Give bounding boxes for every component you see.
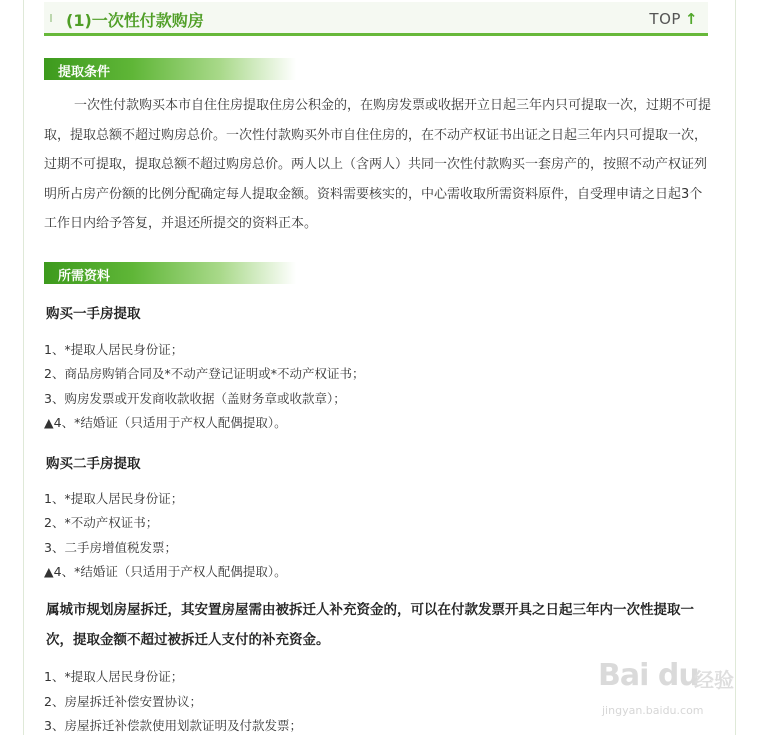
top-link-label: TOP — [649, 10, 681, 28]
back-to-top-link[interactable] — [649, 10, 698, 28]
section-heading-label: 提取条件 — [58, 65, 111, 80]
watermark-url: jingyan.baidu.com — [602, 704, 704, 717]
arrow-up-icon: ↑ — [684, 10, 698, 28]
list-item: 1、*提取人居民身份证； — [44, 342, 184, 357]
section-heading-materials — [44, 262, 296, 284]
list-item: 1、*提取人居民身份证； — [44, 669, 184, 684]
relocation-note: 属城市规划房屋拆迁，其安置房屋需由被拆迁人补充资金的，可以在付款发票开具之日起三年内一次性提取一次，提取金额不超过被拆迁人支付的补充资金。 — [46, 602, 694, 648]
list-item: 2、*不动产权证书； — [44, 515, 159, 530]
conditions-paragraph: 一次性付款购买本市自住住房提取住房公积金的，在购房发票或收据开立日起三年内只可提取一次，过期不可提取，提取总额不超过购房总价。一次性付款购买外市自住住房的，在不动产权证书出证之日起三年内只可提取一次，过期不可提取，提取总额不超过购房总价。两人以上（含两人）共同一次性付款购买一套房产的，按照不动产权证列明所占房产份额的比例分配确定每人提取金额。资料需要核实的，中心需收取所需资料原件，自受理申请之日起3个工作日内给予答复，并退还所提交的资料正本。 — [44, 98, 712, 231]
section-heading-label: 所需资料 — [58, 269, 111, 284]
list-item: ▲4、*结婚证（只适用于产权人配偶提取）。 — [44, 564, 287, 579]
list-item: 2、房屋拆迁补偿安置协议； — [44, 694, 202, 709]
subheading-second-hand: 购买二手房提取 — [46, 456, 141, 472]
list-item: 2、商品房购销合同及*不动产登记证明或*不动产权证书； — [44, 366, 365, 381]
subheading-new-house: 购买一手房提取 — [46, 306, 141, 322]
list-item: 3、房屋拆迁补偿款使用划款证明及付款发票； — [44, 718, 302, 733]
list-item: ▲4、*结婚证（只适用于产权人配偶提取）。 — [44, 415, 287, 430]
list-item: 1、*提取人居民身份证； — [44, 491, 184, 506]
frame-border-left — [23, 0, 24, 735]
baidu-jingyan-watermark — [598, 652, 748, 722]
frame-border-right — [735, 0, 736, 735]
section-title-bar — [44, 2, 708, 36]
list-item: 3、购房发票或开发商收款收据（盖财务章或收款章）； — [44, 391, 346, 406]
page-title: (1)一次性付款购房 — [66, 11, 204, 30]
section-heading-conditions — [44, 58, 296, 80]
list-item: 3、二手房增值税发票； — [44, 540, 177, 555]
title-bar-tick — [50, 14, 52, 22]
watermark-cn-text: 经验 — [694, 668, 734, 692]
baidu-logo: Bai du — [598, 658, 699, 693]
